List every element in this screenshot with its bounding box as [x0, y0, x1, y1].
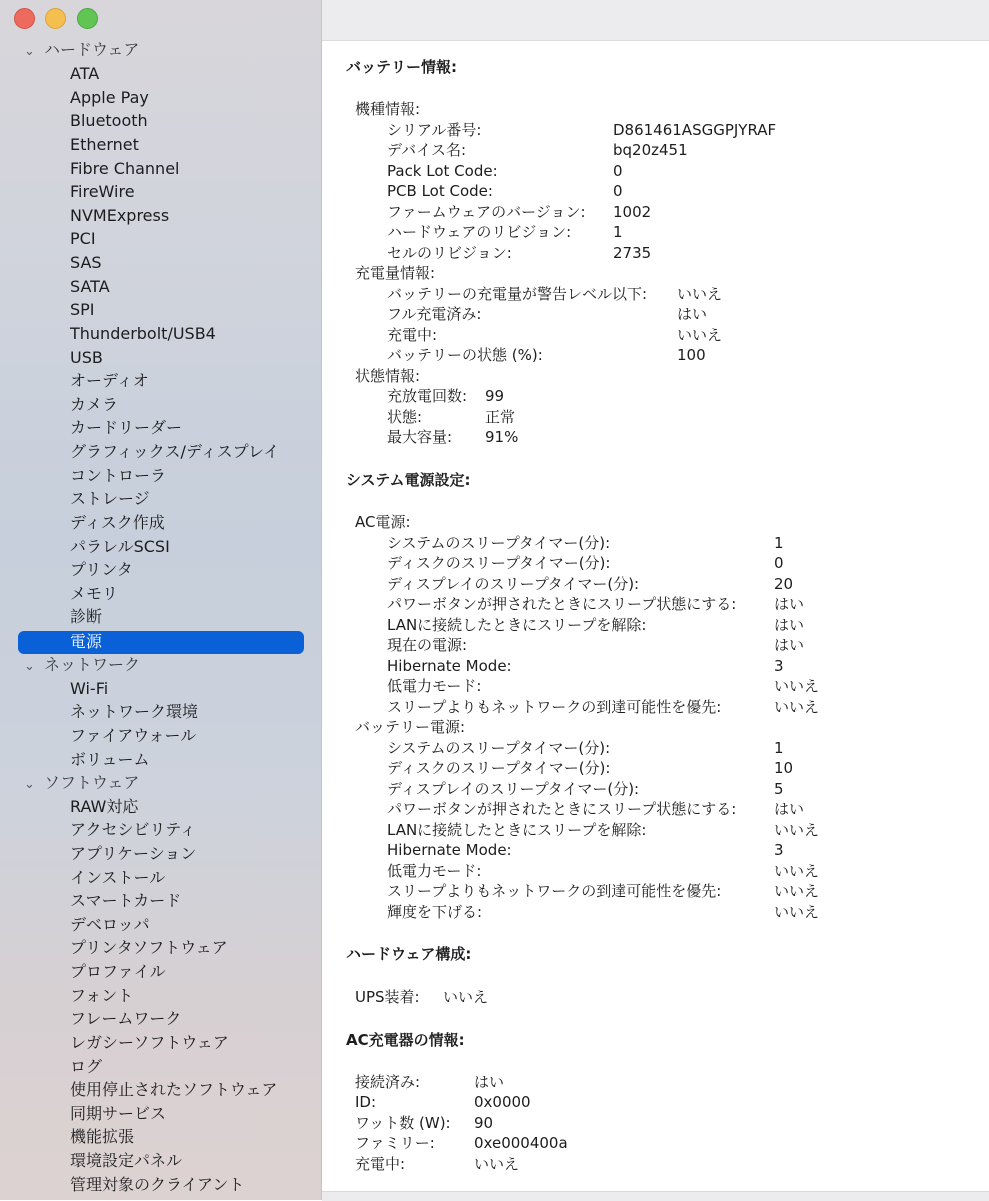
field-value: 1 — [613, 223, 623, 241]
field-value: はい — [474, 1073, 505, 1091]
field-label: 低電力モード: — [387, 677, 482, 695]
sidebar-item[interactable]: メモリ — [70, 584, 119, 603]
sidebar-item[interactable]: Apple Pay — [70, 88, 149, 107]
field-label: ワット数 (W): — [355, 1114, 451, 1132]
sidebar-item[interactable]: 同期サービス — [70, 1104, 167, 1123]
sidebar-item[interactable]: USB — [70, 348, 103, 367]
sidebar-item[interactable]: オーディオ — [70, 371, 149, 390]
field-value: 3 — [774, 657, 784, 675]
field-label: ディスプレイのスリープタイマー(分): — [387, 780, 640, 798]
chevron-down-icon[interactable]: ⌄ — [24, 44, 35, 59]
field-value: 1 — [774, 739, 784, 757]
group-label-model: 機種情報: — [355, 100, 421, 118]
field-label: ディスクのスリープタイマー(分): — [387, 554, 611, 572]
group-label-ac: AC電源: — [355, 513, 411, 531]
field-value: いいえ — [474, 1155, 520, 1173]
field-label: UPS装着: — [355, 988, 420, 1006]
field-value: いいえ — [774, 862, 820, 880]
field-label: 充電中: — [355, 1155, 406, 1173]
sidebar-item[interactable]: パラレルSCSI — [70, 537, 170, 556]
chevron-down-icon[interactable]: ⌄ — [24, 777, 35, 792]
field-value: いいえ — [677, 285, 723, 303]
field-value: 3 — [774, 841, 784, 859]
field-value: D861461ASGGPJYRAF — [613, 121, 777, 139]
section-title-power: システム電源設定: — [346, 471, 471, 489]
minimize-window-button[interactable] — [45, 8, 66, 29]
sidebar-item[interactable]: ストレージ — [70, 489, 150, 508]
field-label: バッテリーの充電量が警告レベル以下: — [387, 285, 648, 303]
field-value: いいえ — [774, 882, 820, 900]
sidebar-item[interactable]: 管理対象のクライアント — [70, 1175, 245, 1194]
sidebar-section-network[interactable] — [24, 654, 140, 676]
field-label: Pack Lot Code: — [387, 162, 498, 180]
section-label: ハードウェア — [44, 40, 140, 59]
sidebar-item[interactable]: NVMExpress — [70, 206, 170, 225]
sidebar-item[interactable]: カードリーダー — [70, 418, 183, 437]
field-label: セルのリビジョン: — [387, 244, 512, 262]
field-label: PCB Lot Code: — [387, 182, 493, 200]
field-value: 20 — [774, 575, 794, 593]
field-value: いいえ — [774, 903, 820, 921]
field-label: デバイス名: — [387, 141, 467, 159]
sidebar-item[interactable]: インストール — [70, 868, 166, 887]
toolbar — [322, 0, 989, 41]
field-label: ID: — [355, 1093, 377, 1111]
field-value: bq20z451 — [613, 141, 688, 159]
sidebar-selection-highlight — [18, 631, 304, 654]
field-value: いいえ — [774, 677, 820, 695]
field-label: ファームウェアのバージョン: — [387, 203, 586, 221]
field-label: 状態: — [387, 408, 423, 426]
sidebar-item[interactable]: RAW対応 — [70, 797, 139, 816]
field-value: いいえ — [677, 326, 723, 344]
field-label: システムのスリープタイマー(分): — [387, 739, 611, 757]
field-value: 2735 — [613, 244, 652, 262]
field-label: LANに接続したときにスリープを解除: — [387, 821, 647, 839]
field-label: システムのスリープタイマー(分): — [387, 534, 611, 552]
section-title-ac-charger: AC充電器の情報: — [346, 1031, 465, 1049]
field-value: 1002 — [613, 203, 652, 221]
field-label: LANに接続したときにスリープを解除: — [387, 616, 647, 634]
field-value: 5 — [774, 780, 784, 798]
sidebar-item[interactable]: 使用停止されたソフトウェア — [70, 1080, 278, 1099]
field-label: 最大容量: — [387, 428, 453, 446]
sidebar — [0, 0, 322, 1200]
field-value: いいえ — [774, 698, 820, 716]
sidebar-item[interactable]: Thunderbolt/USB4 — [70, 324, 216, 343]
sidebar-item[interactable]: グラフィックス/ディスプレイ — [70, 442, 280, 461]
field-value: 99 — [485, 387, 505, 405]
field-label: ディスプレイのスリープタイマー(分): — [387, 575, 640, 593]
sidebar-item[interactable]: SAS — [70, 253, 102, 272]
sidebar-item[interactable]: ログ — [70, 1057, 103, 1076]
field-value: 0 — [774, 554, 784, 572]
zoom-window-button[interactable] — [77, 8, 98, 29]
sidebar-item[interactable]: アクセシビリティ — [70, 820, 196, 839]
group-label-battery-power: バッテリー電源: — [355, 718, 466, 736]
sidebar-item[interactable]: プロファイル — [70, 962, 166, 981]
field-value: 91% — [485, 428, 519, 446]
section-title-battery: バッテリー情報: — [346, 58, 457, 76]
field-label: 輝度を下げる: — [387, 903, 483, 921]
sidebar-item[interactable]: 機能拡張 — [70, 1127, 135, 1146]
field-value: はい — [774, 595, 805, 613]
field-label: スリープよりもネットワークの到達可能性を優先: — [387, 882, 722, 900]
field-value: はい — [677, 305, 708, 323]
sidebar-item[interactable]: 環境設定パネル — [70, 1151, 183, 1170]
field-value: 0 — [613, 182, 623, 200]
field-value: はい — [774, 800, 805, 818]
sidebar-item[interactable]: PCI — [70, 229, 96, 248]
field-value: 90 — [474, 1114, 494, 1132]
chevron-down-icon[interactable]: ⌄ — [24, 659, 35, 674]
sidebar-item[interactable]: プリンタ — [70, 560, 133, 579]
sidebar-item[interactable]: Wi-Fi — [70, 679, 109, 698]
field-value: 0x0000 — [474, 1093, 531, 1111]
sidebar-item[interactable]: Fibre Channel — [70, 159, 180, 178]
sidebar-item[interactable]: コントローラ — [70, 466, 167, 485]
sidebar-item[interactable]: フレームワーク — [70, 1009, 182, 1028]
field-value: 100 — [677, 346, 706, 364]
field-value: 0xe000400a — [474, 1134, 568, 1152]
sidebar-item[interactable]: FireWire — [70, 182, 135, 201]
field-label: Hibernate Mode: — [387, 841, 512, 859]
sidebar-item[interactable]: SPI — [70, 300, 95, 319]
field-label: 低電力モード: — [387, 862, 482, 880]
sidebar-item[interactable]: フォント — [70, 986, 134, 1005]
close-window-button[interactable] — [14, 8, 35, 29]
field-value: はい — [774, 636, 805, 654]
sidebar-item[interactable]: ファイアウォール — [70, 726, 197, 745]
field-value: いいえ — [774, 821, 820, 839]
sidebar-item[interactable]: デベロッパ — [70, 915, 150, 934]
group-label-health: 状態情報: — [355, 367, 421, 385]
sidebar-item[interactable]: ATA — [70, 64, 100, 83]
field-label: バッテリーの状態 (%): — [387, 346, 543, 364]
field-label: パワーボタンが押されたときにスリープ状態にする: — [387, 800, 737, 818]
sidebar-item[interactable]: 診断 — [70, 607, 103, 626]
field-label: スリープよりもネットワークの到達可能性を優先: — [387, 698, 722, 716]
section-label: ソフトウェア — [44, 773, 140, 792]
sidebar-item[interactable]: ネットワーク環境 — [70, 702, 199, 721]
field-value: 正常 — [485, 408, 516, 426]
field-label: パワーボタンが押されたときにスリープ状態にする: — [387, 595, 737, 613]
field-label: ファミリー: — [355, 1134, 435, 1152]
sidebar-item-power-selected[interactable]: 電源 — [70, 632, 103, 651]
sidebar-item[interactable]: プリンタソフトウェア — [70, 938, 228, 957]
field-value: 10 — [774, 759, 794, 777]
sidebar-item[interactable]: カメラ — [70, 395, 119, 414]
sidebar-item[interactable]: ボリューム — [70, 750, 150, 769]
sidebar-item[interactable]: スマートカード — [70, 891, 182, 910]
field-value: 0 — [613, 162, 623, 180]
field-value: いいえ — [443, 988, 489, 1006]
sidebar-item[interactable]: レガシーソフトウェア — [70, 1033, 229, 1052]
field-label: ディスクのスリープタイマー(分): — [387, 759, 611, 777]
sidebar-item[interactable]: Ethernet — [70, 135, 139, 154]
field-value: 1 — [774, 534, 784, 552]
sidebar-item[interactable]: SATA — [70, 277, 110, 296]
field-label: 充電中: — [387, 326, 438, 344]
sidebar-section-hardware[interactable] — [24, 39, 139, 61]
field-label: 充放電回数: — [387, 387, 468, 405]
section-title-hw-config: ハードウェア構成: — [346, 945, 472, 963]
sidebar-item[interactable]: アプリケーション — [70, 844, 197, 863]
field-label: ハードウェアのリビジョン: — [387, 223, 572, 241]
sidebar-section-software[interactable] — [24, 772, 139, 794]
sidebar-item[interactable]: Bluetooth — [70, 111, 148, 130]
field-label: Hibernate Mode: — [387, 657, 512, 675]
field-label: シリアル番号: — [387, 121, 482, 139]
section-label: ネットワーク — [44, 655, 141, 674]
field-label: フル充電済み: — [387, 305, 482, 323]
detail-pane — [322, 41, 989, 1191]
sidebar-item[interactable]: ディスク作成 — [70, 513, 165, 532]
field-label: 現在の電源: — [387, 636, 468, 654]
field-label: 接続済み: — [355, 1073, 421, 1091]
field-value: はい — [774, 616, 805, 634]
group-label-charge: 充電量情報: — [355, 264, 436, 282]
